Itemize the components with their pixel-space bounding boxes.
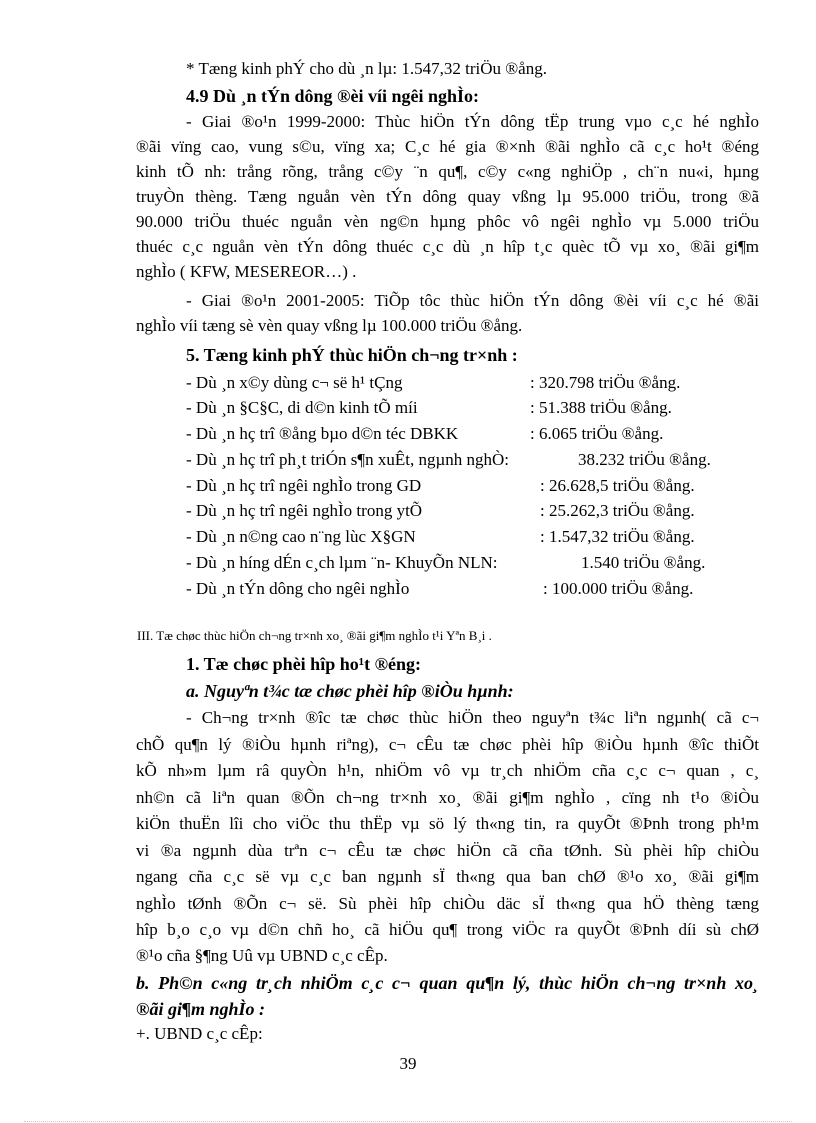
paragraph-line: kÕ nh»m lµm râ quyÒn h¹n, nhiÖm vô vµ tr¸ch nhiÖm cña c¸c c¬ quan , c¸	[136, 761, 759, 780]
paragraph-line: - Giai ®o¹n 1999-2000: Thùc hiÖn tÝn dông tËp trung vµo c¸c hé nghÌo	[186, 112, 759, 131]
page-number: 39	[399, 1054, 417, 1073]
ubnd-item: +. UBND c¸c cÊp:	[136, 1024, 263, 1043]
paragraph-line: thuéc c¸c nguån vèn tÝn dông thuéc c¸c dù ¸n hîp t¸c quèc tÕ vµ xo¸ ®ãi gi¶m	[136, 237, 759, 256]
paragraph-line: hîp b¸o c¸o vµ d©n chñ ho¸ cã hiÖu qu¶ trong viÖc ra quyÕt ®Þnh díi sù chØ	[136, 920, 759, 939]
subheading-b: b. Ph©n c«ng tr¸ch nhiÖm c¸c c¬ quan qu¶n lý, thùc hiÖn ch¬ng tr×nh xo¸	[136, 973, 759, 993]
paragraph-line: ngang cña c¸c së vµ c¸c ban ngµnh sÏ th«ng qua ban chØ ®¹o xo¸ ®ãi gi¶m	[136, 867, 759, 886]
paragraph-line: - Giai ®o¹n 2001-2005: TiÕp tôc thùc hiÖn tÝn dông ®èi víi c¸c hé ®ãi	[186, 291, 759, 310]
page-bottom-divider	[24, 1121, 792, 1122]
paragraph-line: vi ®a ngµnh dùa trªn c¬ cÊu tæ chøc hiÖn cã cña tØnh. Sù phèi hîp chiÒu	[136, 841, 759, 860]
paragraph-line: nghÌo ( KFW, MESEREOR…) .	[136, 262, 357, 281]
cost-amount: : 320.798 triÖu ®ång.	[530, 373, 681, 392]
heading-total-cost: 5. Tæng kinh phÝ thùc hiÖn ch¬ng tr×nh :	[186, 345, 518, 365]
paragraph-line: nghÌo víi tæng sè vèn quay vßng lµ 100.000 triÖu ®ång.	[136, 316, 523, 335]
cost-label: - Dù ¸n hç trî ngêi nghÌo trong GD	[186, 476, 422, 495]
paragraph-line: ®ãi vïng cao, vung s©u, vïng xa; C¸c hé gia ®×nh ®ãi nghÌo cã c¸c ho¹t ®éng	[136, 137, 759, 156]
paragraph-line: kinh tÕ nh: trång rõng, trång c©y ¨n qu¶, c©y c«ng nghiÖp , ch¨n nu«i, hµng	[136, 162, 759, 181]
paragraph-line: chÕ qu¶n lý ®iÒu hµnh riªng), c¬ cÊu tæ chøc phèi hîp ®iÒu hµnh ®îc thiÕt	[136, 735, 759, 754]
cost-amount: : 26.628,5 triÖu ®ång.	[540, 476, 695, 495]
cost-amount: 1.540 triÖu ®ång.	[581, 553, 706, 572]
cost-label: - Dù ¸n híng dÉn c¸ch lµm ¨n- KhuyÕn NLN:	[186, 553, 498, 572]
paragraph-line: ®¹o cña §¶ng Uû vµ UBND c¸c cÊp.	[136, 946, 388, 965]
paragraph-line: nghÌo tØnh ®Õn c¬ së. Sù phèi hîp chiÒu däc sÏ th«ng qua hÖ thèng tæng	[136, 894, 759, 913]
cost-amount: : 1.547,32 triÖu ®ång.	[540, 527, 695, 546]
paragraph-line: nh©n cã liªn quan ®Õn ch¬ng tr×nh xo¸ ®ãi gi¶m nghÌo , cïng nh t¹o ®iÒu	[136, 788, 759, 807]
section-3-heading: III. Tæ chøc thùc hiÖn ch¬ng tr×nh xo¸ ®ãi gi¶m nghÌo t¹i Yªn B¸i .	[137, 628, 492, 643]
cost-label: - Dù ¸n hç trî ph¸t triÓn s¶n xuÊt, ngµnh nghÒ:	[186, 450, 509, 469]
cost-amount: 38.232 triÖu ®ång.	[578, 450, 711, 469]
cost-label: - Dù ¸n n©ng cao n¨ng lùc X§GN	[186, 527, 416, 546]
total-cost-line: * Tæng kinh phÝ cho dù ¸n lµ: 1.547,32 triÖu ®ång.	[186, 59, 547, 78]
heading-1-organization: 1. Tæ chøc phèi hîp ho¹t ®éng:	[186, 654, 422, 674]
cost-label: - Dù ¸n hç trî ngêi nghÌo trong ytÕ	[186, 501, 423, 520]
paragraph-line: kiÖn thuËn lîi cho viÖc thu thËp vµ sö lý th«ng tin, ra quyÕt ®Þnh trong ph¹m	[136, 814, 759, 833]
subheading-a: a. Nguyªn t¾c tæ chøc phèi hîp ®iÒu hµnh:	[186, 681, 514, 701]
cost-amount: : 25.262,3 triÖu ®ång.	[540, 501, 695, 520]
cost-label: - Dù ¸n tÝn dông cho ngêi nghÌo	[186, 579, 410, 598]
subheading-b-cont: ®ãi gi¶m nghÌo :	[136, 999, 265, 1019]
cost-amount: : 100.000 triÖu ®ång.	[543, 579, 694, 598]
cost-amount: : 6.065 triÖu ®ång.	[530, 424, 664, 443]
cost-label: - Dù ¸n §C§C, di d©n kinh tÕ míi	[186, 398, 418, 417]
heading-4-9: 4.9 Dù ¸n tÝn dông ®èi víi ngêi nghÌo:	[186, 86, 480, 106]
cost-label: - Dù ¸n hç trî ®ång bµo d©n téc DBKK	[186, 424, 459, 443]
cost-amount: : 51.388 triÖu ®ång.	[530, 398, 672, 417]
paragraph-line: 90.000 triÖu thuéc nguån vèn ng©n hµng phôc vô ngêi nghÌo vµ 5.000 triÖu	[136, 212, 759, 231]
paragraph-line: truyÒn thèng. Tæng nguån vèn tÝn dông quay vßng lµ 95.000 triÖu, trong ®ã	[136, 187, 759, 206]
cost-label: - Dù ¸n x©y dùng c¬ së h¹ tÇng	[186, 373, 403, 392]
paragraph-line: - Ch¬ng tr×nh ®îc tæ chøc thùc hiÖn theo nguyªn t¾c liªn ngµnh( cã c¬	[186, 708, 759, 727]
